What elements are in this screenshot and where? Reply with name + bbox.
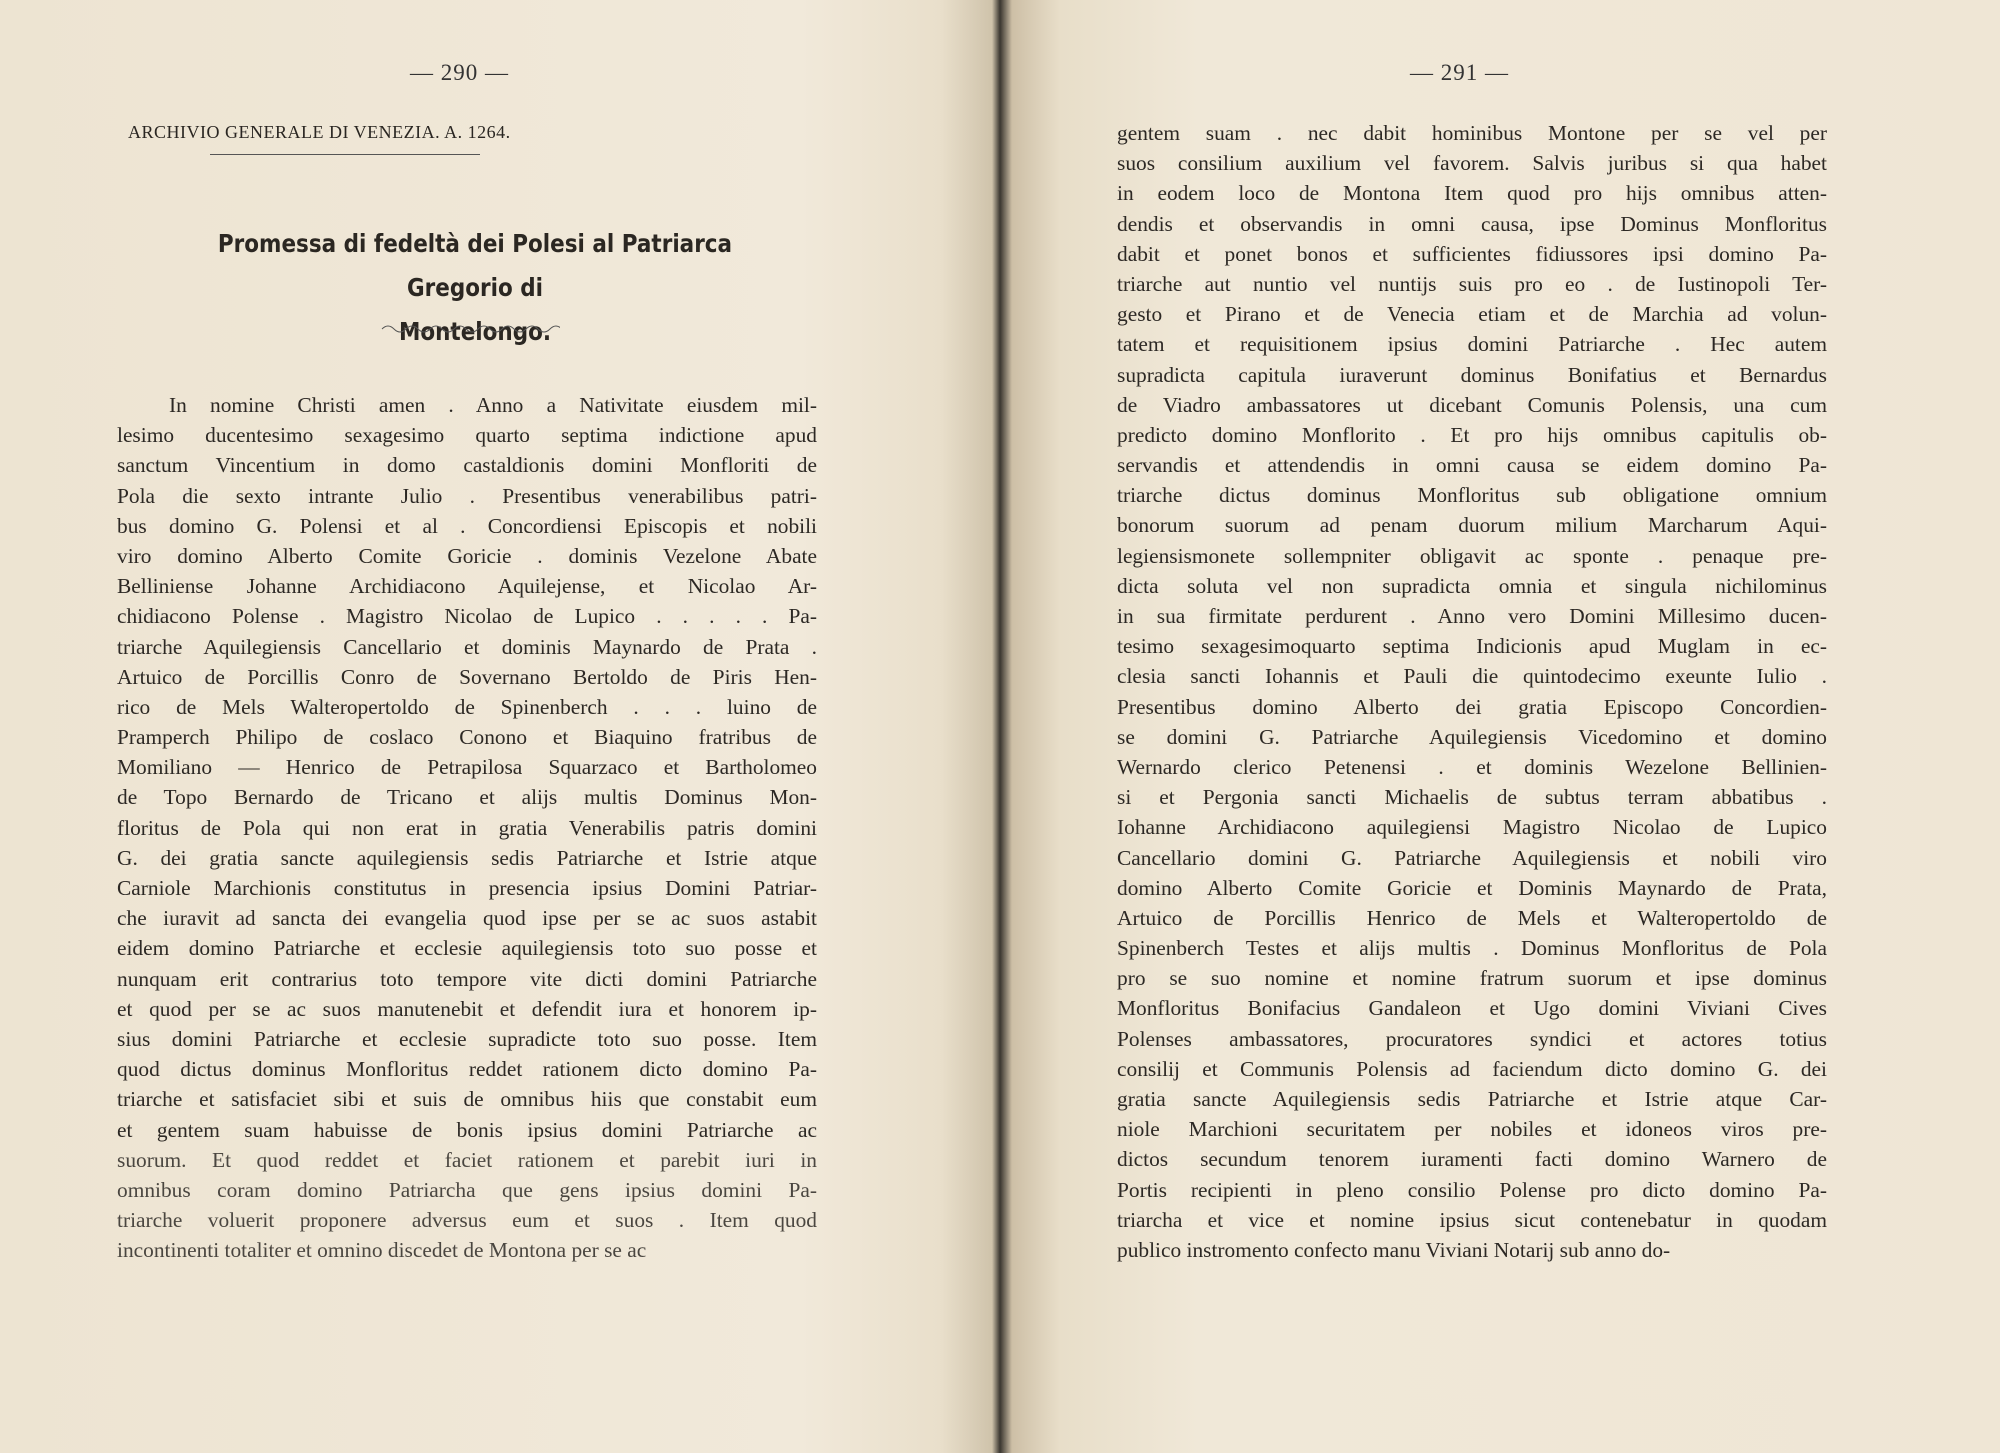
text-line: che iuravit ad sancta dei evangelia quod ipse per se ac suos astabit	[117, 906, 817, 931]
text-line: Cancellario domini G. Patriarche Aquilegiensis et nobili viro	[1117, 845, 1827, 870]
text-line: Monfloritus Bonifacius Gandaleon et Ugo domini Viviani Cives	[1117, 996, 1827, 1021]
title-flourish	[380, 322, 560, 336]
right-page	[1010, 0, 2000, 1453]
text-line: dabit et ponet bonos et sufficientes fidiussores ipsi domino Pa-	[1117, 241, 1827, 266]
text-line: dicta soluta vel non supradicta omnia et singula nichilominus	[1117, 573, 1827, 598]
text-line: triarche et satisfaciet sibi et suis de omnibus hiis que constabit eum	[117, 1087, 817, 1112]
text-line: nunquam erit contrarius toto tempore vite dicti domini Patriarche	[117, 966, 817, 991]
text-line: incontinenti totaliter et omnino discedet de Montona per se ac	[117, 1238, 647, 1263]
text-line: in eodem loco de Montona Item quod pro hijs omnibus atten-	[1117, 181, 1827, 206]
left-body-text	[117, 390, 817, 1265]
page-number: — 290 —	[410, 60, 509, 85]
text-line: Presentibus domino Alberto dei gratia Episcopo Concordien-	[1117, 694, 1827, 719]
text-line: Polenses ambassatores, procuratores syndici et actores totius	[1117, 1026, 1827, 1051]
text-line: tesimo sexagesimoquarto septima Indicionis apud Muglam in ec-	[1117, 634, 1827, 659]
text-line: dictos secundum tenorem iuramenti facti domino Warnero de	[1117, 1147, 1827, 1172]
text-line: de Viadro ambassatores ut dicebant Comunis Polensis, una cum	[1117, 392, 1827, 417]
text-line: bus domino G. Polensi et al . Concordiensi Episcopis et nobili	[117, 513, 817, 538]
text-line: gesto et Pirano et de Venecia etiam et de Marchia ad volun-	[1117, 302, 1827, 327]
text-line: G. dei gratia sancte aquilegiensis sedis Patriarche et Istrie atque	[117, 845, 817, 870]
text-line: publico instromento confecto manu Viviani Notarij sub anno do-	[1117, 1237, 1671, 1262]
text-line: pro se suo nomine et nomine fratrum suorum et ipse dominus	[1117, 966, 1827, 991]
text-line: Momiliano — Henrico de Petrapilosa Squarzaco et Bartholomeo	[117, 755, 817, 780]
text-line: Wernardo clerico Petenensi . et dominis Wezelone Bellinien-	[1117, 754, 1827, 779]
title-line: Promessa di fedeltà dei Polesi al Patriarca Gregorio di	[217, 229, 733, 302]
text-line: clesia sancti Iohannis et Pauli die quintodecimo exeunte Iulio .	[1117, 664, 1827, 689]
text-line: se domini G. Patriarche Aquilegiensis Vicedomino et domino	[1117, 724, 1827, 749]
text-line: Artuico de Porcillis Conro de Sovernano Bertoldo de Piris Hen-	[117, 664, 817, 689]
text-line: chidiacono Polense . Magistro Nicolao de Lupico . . . . . Pa-	[117, 604, 817, 629]
text-line: legiensismonete sollempniter obligavit ac sponte . penaque pre-	[1117, 543, 1827, 568]
text-line: Pola die sexto intrante Julio . Presentibus venerabilibus patri-	[117, 483, 817, 508]
text-line: de Topo Bernardo de Tricano et alijs multis Dominus Mon-	[117, 785, 817, 810]
text-line: sanctum Vincentium in domo castaldionis domini Monfloriti de	[117, 453, 817, 478]
text-line: triarche voluerit proponere adversus eum et suos . Item quod	[117, 1208, 817, 1233]
left-page	[0, 0, 990, 1453]
text-line: consilij et Communis Polensis ad faciendum dicto domino G. dei	[1117, 1056, 1827, 1081]
text-line: gratia sancte Aquilegiensis sedis Patriarche et Istrie atque Car-	[1117, 1087, 1827, 1111]
text-line: Artuico de Porcillis Henrico de Mels et Walteropertoldo de	[1117, 905, 1827, 930]
text-line: niole Marchioni securitatem per nobiles et idoneos viros pre-	[1117, 1117, 1827, 1142]
text-line: viro domino Alberto Comite Goricie . dominis Vezelone Abate	[117, 543, 817, 568]
text-line: et quod per se ac suos manutenebit et defendit iura et honorem ip-	[117, 996, 817, 1021]
text-line: suos consilium auxilium vel favorem. Salvis juribus si qua habet	[1117, 151, 1827, 176]
text-line: eidem domino Patriarche et ecclesie aquilegiensis toto suo posse et	[117, 936, 817, 961]
text-line: Belliniense Johanne Archidiacono Aquilejense, et Nicolao Ar-	[117, 574, 817, 599]
text-line: et gentem suam habuisse de bonis ipsius domini Patriarche ac	[117, 1117, 817, 1142]
text-line: bonorum suorum ad penam duorum milium Marcharum Aqui-	[1117, 513, 1827, 538]
text-line: suorum. Et quod reddet et faciet rationem et parebit iuri in	[117, 1147, 817, 1172]
text-line: predicto domino Monflorito . Et pro hijs omnibus capitulis ob-	[1117, 422, 1827, 447]
text-line: triarcha et vice et nomine ipsius sicut contenebatur in quodam	[1117, 1207, 1827, 1232]
text-line: quod dictus dominus Monfloritus reddet rationem dicto domino Pa-	[117, 1057, 817, 1082]
text-line: triarche aut nuntio vel nuntijs suis pro eo . de Iustinopoli Ter-	[1117, 271, 1827, 296]
text-line: floritus de Pola qui non erat in gratia Venerabilis patris domini	[117, 815, 817, 840]
text-line: rico de Mels Walteropertoldo de Spinenberch . . . luino de	[117, 694, 817, 719]
text-line: omnibus coram domino Patriarcha que gens ipsius domini Pa-	[117, 1177, 817, 1202]
text-line: si et Pergonia sancti Michaelis de subtus terram abbatibus .	[1117, 785, 1827, 810]
text-line: lesimo ducentesimo sexagesimo quarto septima indictione apud	[117, 423, 817, 448]
text-line: sius domini Patriarche et ecclesie supradicte toto suo posse. Item	[117, 1026, 817, 1051]
header-rule	[210, 154, 480, 155]
title-line: Montelongo.	[398, 317, 552, 346]
text-line: domino Alberto Comite Goricie et Dominis Maynardo de Prata,	[1117, 875, 1827, 900]
text-line: supradicta capitula iuraverunt dominus Bonifatius et Bernardus	[1117, 362, 1827, 387]
text-line: Pramperch Philipo de coslaco Conono et Biaquino fratribus de	[117, 725, 817, 750]
text-line: Portis recipienti in pleno consilio Polense pro dicto domino Pa-	[1117, 1177, 1827, 1202]
text-line: servandis et attendendis in omni causa se eidem domino Pa-	[1117, 453, 1827, 478]
text-line: in sua firmitate perdurent . Anno vero Domini Millesimo ducen-	[1117, 604, 1827, 628]
text-line: triarche Aquilegiensis Cancellario et dominis Maynardo de Prata .	[117, 634, 817, 659]
text-line: Carniole Marchionis constitutus in presencia ipsius Domini Patriar-	[117, 876, 817, 900]
text-line: In nomine Christi amen . Anno a Nativitate eiusdem mil-	[169, 393, 817, 417]
text-line: triarche dictus dominus Monfloritus sub obligatione omnium	[1117, 483, 1827, 508]
right-body-text	[1117, 118, 1827, 1265]
running-head: ARCHIVIO GENERALE DI VENEZIA. A. 1264.	[128, 122, 511, 142]
text-line: gentem suam . nec dabit hominibus Montone per se vel per	[1117, 121, 1827, 145]
text-line: Spinenberch Testes et alijs multis . Dominus Monfloritus de Pola	[1117, 936, 1827, 961]
page-number: — 291 —	[1410, 60, 1509, 85]
text-line: tatem et requisitionem ipsius domini Patriarche . Hec autem	[1117, 332, 1827, 357]
text-line: dendis et observandis in omni causa, ipse Dominus Monfloritus	[1117, 211, 1827, 236]
text-line: Iohanne Archidiacono aquilegiensi Magistro Nicolao de Lupico	[1117, 815, 1827, 840]
